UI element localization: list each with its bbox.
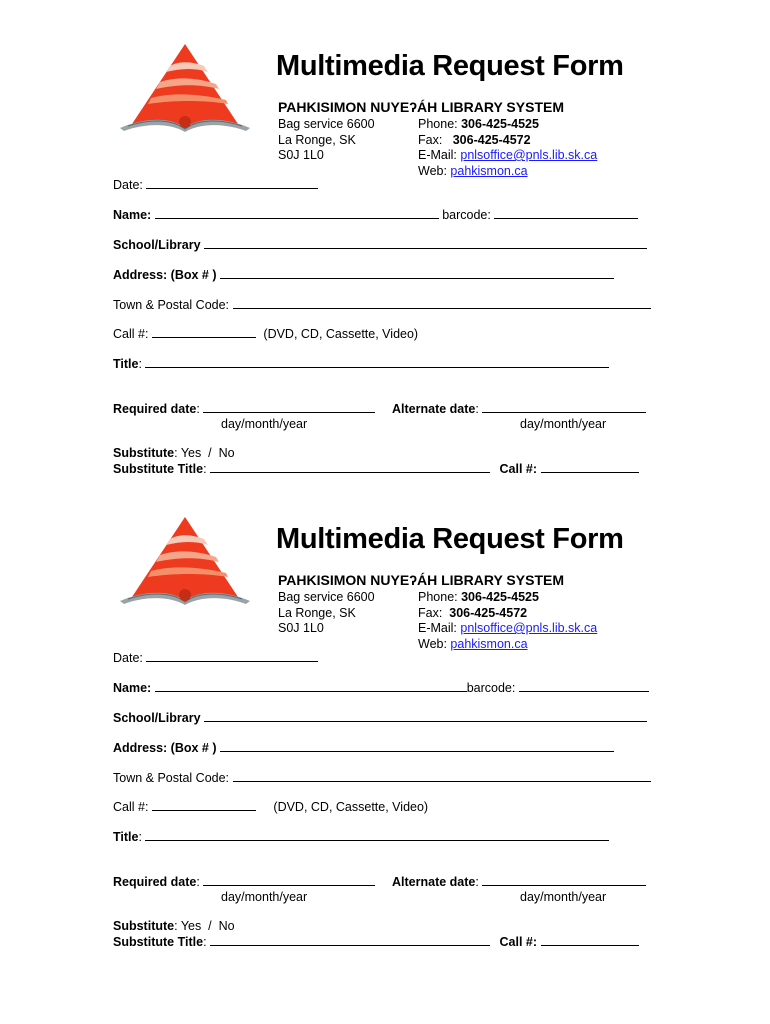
date-row (113, 650, 318, 665)
alternate-date-field[interactable] (482, 874, 646, 886)
email-line (418, 621, 597, 637)
call2-field[interactable] (541, 934, 639, 946)
request-form-1 (0, 0, 770, 476)
school-row (113, 237, 647, 252)
substitute-options[interactable]: : Yes / No (174, 919, 235, 933)
form-title: Multimedia Request Form (276, 50, 624, 82)
alternate-date-label: Alternate date (392, 402, 476, 416)
substitute-label: Substitute (113, 446, 175, 460)
web-label: Web: (418, 636, 451, 651)
name-row (113, 680, 649, 695)
town-row (113, 770, 651, 785)
web-link[interactable]: pahkismon.ca (450, 636, 528, 651)
required-date-field[interactable] (203, 401, 375, 413)
library-logo-icon (118, 515, 252, 605)
barcode-field[interactable] (494, 207, 638, 219)
phone-line (418, 590, 597, 606)
school-label: School/Library (113, 238, 201, 252)
substitute-title-field[interactable] (210, 934, 490, 946)
barcode-field[interactable] (519, 680, 649, 692)
town-label: Town & Postal Code: (113, 771, 230, 785)
call-label: Call #: (113, 800, 149, 814)
alternate-date-field[interactable] (482, 401, 646, 413)
phone-label: Phone: (418, 117, 462, 131)
substitute-row (113, 919, 235, 933)
substitute-title-row: Substitute Title: Call #: (113, 461, 639, 476)
library-contact (418, 117, 597, 179)
required-date-hint: day/month/year (221, 890, 308, 904)
library-system-name: PAHKISIMON NUYEʔÁH LIBRARY SYSTEM (278, 99, 564, 115)
town-label: Town & Postal Code: (113, 298, 230, 312)
name-label: Name: (113, 681, 152, 695)
request-form-2 (0, 473, 770, 949)
call-field[interactable] (152, 799, 256, 811)
phone-number: 306-425-4525 (461, 117, 539, 131)
fax-label: Fax: (418, 132, 453, 147)
fax-line (418, 606, 597, 622)
call-row (113, 799, 428, 814)
alternate-date-row: Alternate date: (392, 874, 646, 889)
date-field[interactable] (146, 650, 318, 662)
name-field[interactable] (155, 680, 467, 692)
title-row: Title: (113, 356, 609, 371)
required-date-hint: day/month/year (221, 417, 308, 431)
address-line: La Ronge, SK (278, 605, 356, 620)
media-types: (DVD, CD, Cassette, Video) (273, 800, 429, 814)
fax-line (418, 133, 597, 149)
address-line: La Ronge, SK (278, 132, 356, 147)
required-date-field[interactable] (203, 874, 375, 886)
title-row: Title: (113, 829, 609, 844)
date-field[interactable] (146, 177, 318, 189)
web-label: Web: (418, 163, 451, 178)
town-row (113, 297, 651, 312)
address-line: S0J 1L0 (278, 148, 324, 162)
call-label: Call #: (113, 327, 149, 341)
email-line (418, 148, 597, 164)
phone-label: Phone: (418, 590, 462, 604)
date-label: Date: (113, 178, 143, 192)
fax-number: 306-425-4572 (452, 132, 531, 147)
alternate-date-hint: day/month/year (520, 417, 607, 431)
date-label: Date: (113, 651, 143, 665)
town-field[interactable] (233, 770, 651, 782)
library-address (278, 590, 375, 637)
address-line: Bag service 6600 (278, 590, 375, 604)
school-row (113, 710, 647, 725)
address-row (113, 740, 614, 755)
substitute-row (113, 446, 235, 460)
substitute-title-label: Substitute Title (113, 935, 204, 949)
required-date-row: Required date: (113, 874, 375, 889)
fax-label: Fax: (418, 605, 450, 620)
phone-number: 306-425-4525 (461, 590, 539, 604)
media-types: (DVD, CD, Cassette, Video) (263, 327, 419, 341)
alternate-date-hint: day/month/year (520, 890, 607, 904)
school-label: School/Library (113, 711, 201, 725)
name-label: Name: (113, 208, 152, 222)
alternate-date-label: Alternate date (392, 875, 476, 889)
call-row (113, 326, 418, 341)
name-row (113, 207, 638, 222)
form-title: Multimedia Request Form (276, 523, 624, 555)
title-field[interactable] (145, 829, 609, 841)
date-row (113, 177, 318, 192)
library-system-name: PAHKISIMON NUYEʔÁH LIBRARY SYSTEM (278, 572, 564, 588)
address-field[interactable] (220, 267, 614, 279)
web-link[interactable]: pahkismon.ca (450, 163, 528, 178)
title-field[interactable] (145, 356, 609, 368)
barcode-label: barcode: (466, 681, 516, 695)
barcode-label: barcode: (442, 208, 491, 222)
call2-field[interactable] (541, 461, 639, 473)
address-field[interactable] (220, 740, 614, 752)
web-line (418, 164, 597, 180)
call-field[interactable] (152, 326, 256, 338)
library-logo-icon (118, 42, 252, 132)
email-label: E-Mail: (418, 621, 461, 635)
school-field[interactable] (204, 710, 647, 722)
name-field[interactable] (155, 207, 439, 219)
required-date-label: Required date (113, 875, 197, 889)
fax-number: 306-425-4572 (449, 605, 528, 620)
email-label: E-Mail: (418, 148, 461, 162)
web-line (418, 637, 597, 653)
library-address (278, 117, 375, 164)
call2-label: Call #: (499, 462, 538, 476)
title-label: Title (113, 357, 139, 371)
town-field[interactable] (233, 297, 651, 309)
library-contact (418, 590, 597, 652)
substitute-title-field[interactable] (210, 461, 490, 473)
phone-line (418, 117, 597, 133)
substitute-title-row: Substitute Title: Call #: (113, 934, 639, 949)
email-link[interactable]: pnlsoffice@pnls.lib.sk.ca (460, 621, 598, 635)
address-line: S0J 1L0 (278, 621, 324, 635)
required-date-row: Required date: (113, 401, 375, 416)
required-date-label: Required date (113, 402, 197, 416)
address-row (113, 267, 614, 282)
address-label: Address: (Box # ) (113, 268, 217, 282)
address-label: Address: (Box # ) (113, 741, 217, 755)
alternate-date-row: Alternate date: (392, 401, 646, 416)
call2-label: Call #: (499, 935, 538, 949)
title-label: Title (113, 830, 139, 844)
substitute-title-label: Substitute Title (113, 462, 204, 476)
email-link[interactable]: pnlsoffice@pnls.lib.sk.ca (460, 148, 598, 162)
substitute-label: Substitute (113, 919, 175, 933)
substitute-options[interactable]: : Yes / No (174, 446, 235, 460)
address-line: Bag service 6600 (278, 117, 375, 131)
school-field[interactable] (204, 237, 647, 249)
